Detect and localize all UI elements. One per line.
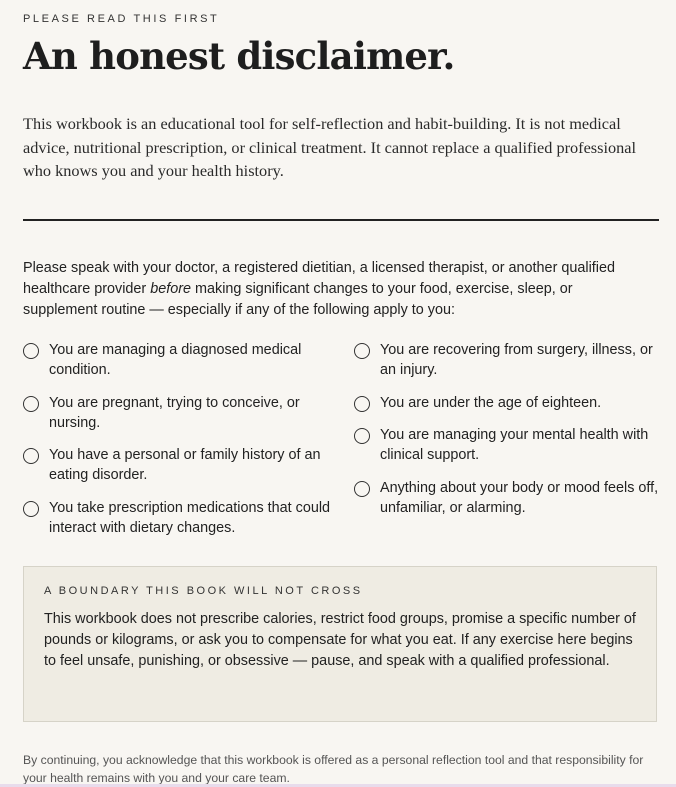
checklist-item[interactable] [354,340,664,380]
checklist-item[interactable] [354,478,664,518]
checklist-item[interactable] [23,445,335,485]
lead-text-start: Please speak with your doctor, a registered dietitian, a licensed therapist, or another qualified healthcare provider [23,260,615,297]
checklist-right-column [354,340,664,530]
checklist-item-label: You are under the age of eighteen. [380,394,602,411]
radio-circle-icon[interactable] [23,396,39,412]
boundary-label: A BOUNDARY THIS BOOK WILL NOT CROSS [44,585,363,597]
footer-acknowledgement: By continuing, you acknowledge that this workbook is offered as a personal reflection tool and that responsibility for your health remains with you and your care team. [23,753,644,785]
lead-emphasis: before [150,281,192,297]
intro-paragraph: This workbook is an educational tool for self-reflection and habit-building. It is not medical advice, nutritional prescription, or clinical treatment. It cannot replace a qualified professional who knows you and your health history. [23,114,637,181]
radio-circle-icon[interactable] [354,428,370,444]
boundary-callout [23,566,657,722]
checklist-item-label: You are managing your mental health with clinical support. [380,427,649,463]
radio-circle-icon[interactable] [23,343,39,359]
checklist-item[interactable] [23,498,335,538]
checklist-item[interactable] [23,340,335,380]
checklist-item-label: You are pregnant, trying to conceive, or nursing. [49,394,300,431]
checklist-item-label: You have a personal or family history of an eating disorder. [49,447,321,483]
radio-circle-icon[interactable] [23,448,39,464]
page-title: An honest disclaimer. [23,34,455,78]
boundary-text: This workbook does not prescribe calories, restrict food groups, promise a specific number of pounds or kilograms, or ask you to compensate for what you eat. If any exercise here begins to feel unsafe, punishing, or obsessive — pause, and speak with a qualified professional. [44,611,636,669]
checklist-left-column [23,340,335,550]
eyebrow-label: PLEASE READ THIS FIRST [23,13,220,25]
lead-paragraph [23,258,643,321]
radio-circle-icon[interactable] [354,481,370,497]
section-divider [23,219,659,221]
checklist-item[interactable] [23,393,335,433]
radio-circle-icon[interactable] [23,501,39,517]
lead-text-end: making significant changes to your food, exercise, sleep, or supplement routine — especially if any of the following apply to you: [23,281,573,318]
checklist-item[interactable] [354,393,664,413]
checklist-item[interactable] [354,425,664,465]
checklist-item-label: You are managing a diagnosed medical condition. [49,342,302,378]
radio-circle-icon[interactable] [354,396,370,412]
checklist-item-label: You are recovering from surgery, illness, or an injury. [380,342,653,378]
checklist-item-label: You take prescription medications that could interact with dietary changes. [49,499,331,536]
checklist-item-label: Anything about your body or mood feels off, unfamiliar, or alarming. [380,479,659,516]
radio-circle-icon[interactable] [354,343,370,359]
